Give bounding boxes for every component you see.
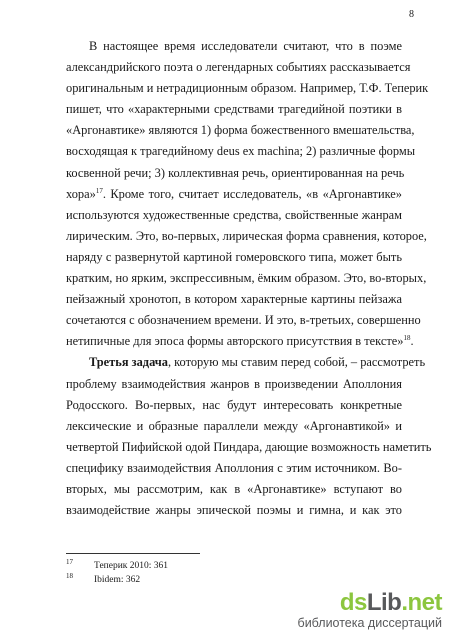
text-line <box>66 289 402 310</box>
text-segment: взаимодействие жанры эпической поэмы и гимна, и как это <box>66 503 402 518</box>
text-segment: оригинальным и нетрадиционным образом. Например, Т.Ф. Теперик <box>66 81 429 96</box>
text-line <box>66 331 414 352</box>
text-segment: хора» <box>66 186 96 201</box>
text-segment: лирическим. Это, во-первых, лирическая форма сравнения, которое, <box>66 228 427 243</box>
watermark <box>298 590 442 630</box>
text-line <box>66 352 426 373</box>
text-line <box>66 78 429 99</box>
text-line <box>66 184 402 205</box>
text-line <box>66 247 402 268</box>
text-line <box>66 374 402 395</box>
footnote-text: Теперик 2010: 361 <box>94 561 169 571</box>
footnote-text: Ibidem: 362 <box>94 575 141 585</box>
text-segment: пишет, что «характерными средствами трагедийной поэтики в <box>66 102 402 117</box>
text-segment: вторых, мы рассмотрим, как в «Аргонавтике» вступают во <box>66 481 402 496</box>
text-line <box>66 310 421 331</box>
footnotes <box>66 559 168 587</box>
text-line <box>66 226 427 247</box>
footnote: 18 Ibidem: 362 <box>66 571 141 585</box>
text-line <box>66 99 402 120</box>
page-number: 8 <box>409 9 414 20</box>
text-segment: специфику взаимодействия Аполлония с этим источником. Во- <box>66 460 402 475</box>
text-line <box>66 268 427 289</box>
text-segment: нетипичные для эпоса формы авторского присутствия в тексте» <box>66 334 404 349</box>
text-line <box>66 395 402 416</box>
text-line <box>66 500 402 521</box>
text-line <box>66 205 402 226</box>
text-segment: В настоящее время исследователи считают, что в поэме <box>89 39 402 53</box>
footnote: 17 Теперик 2010: 361 <box>66 557 169 571</box>
text-segment: четвертой Пифийской одой Пиндара, дающие возможность наметить <box>66 439 432 454</box>
text-line <box>66 163 405 184</box>
body-text <box>66 36 432 521</box>
text-segment: используются художественные средства, свойственные жанрам <box>66 207 402 222</box>
text-segment: кратким, но ярким, экспрессивным, ёмким образом. Это, во-вторых, <box>66 271 427 286</box>
text-segment: . <box>410 334 414 349</box>
text-segment: Родосского. Во-первых, нас будут интересовать конкретные <box>66 397 402 412</box>
text-line <box>66 141 416 162</box>
text-line <box>66 416 402 437</box>
text-line <box>66 458 402 479</box>
text-segment: , которую мы ставим перед собой, – рассмотреть <box>167 355 426 370</box>
text-segment: «Аргонавтике» являются 1) форма божественного вмешательства, <box>66 123 415 138</box>
text-segment: проблему взаимодействия жанров в произведении Аполлония <box>66 376 402 391</box>
text-segment: . Кроме того, считает исследователь, «в «Аргонавтике» <box>102 186 402 201</box>
text-line <box>66 437 432 458</box>
watermark-logo: dsLib.net <box>339 589 442 616</box>
text-segment: восходящая к трагедийному deus ex machina; 2) различные формы <box>66 144 416 159</box>
footnote-ref: 18 <box>403 334 411 343</box>
text-line <box>66 57 411 78</box>
text-line <box>66 36 402 57</box>
text-line <box>66 120 415 141</box>
text-segment: лексические и образные параллели между «Аргонавтикой» и <box>66 418 402 433</box>
text-segment: сочетаются с обозначением времени. И это, в-третьих, совершенно <box>66 313 421 328</box>
text-segment: александрийского поэта о легендарных событиях рассказывается <box>66 60 411 75</box>
text-segment: косвенной речи; 3) коллективная речь, ориентированная на речь <box>66 165 405 180</box>
text-line <box>66 479 402 500</box>
watermark-subtitle: библиотека диссертаций <box>297 616 442 630</box>
footnote-ref: 17 <box>95 186 103 195</box>
text-segment: пейзажный хронотоп, в котором характерные картины пейзажа <box>66 292 402 307</box>
text-segment: наряду с развернутой картиной гомеровского типа, может быть <box>66 249 402 264</box>
footnote-rule <box>66 553 200 554</box>
bold-term: Третья задача <box>89 355 168 370</box>
